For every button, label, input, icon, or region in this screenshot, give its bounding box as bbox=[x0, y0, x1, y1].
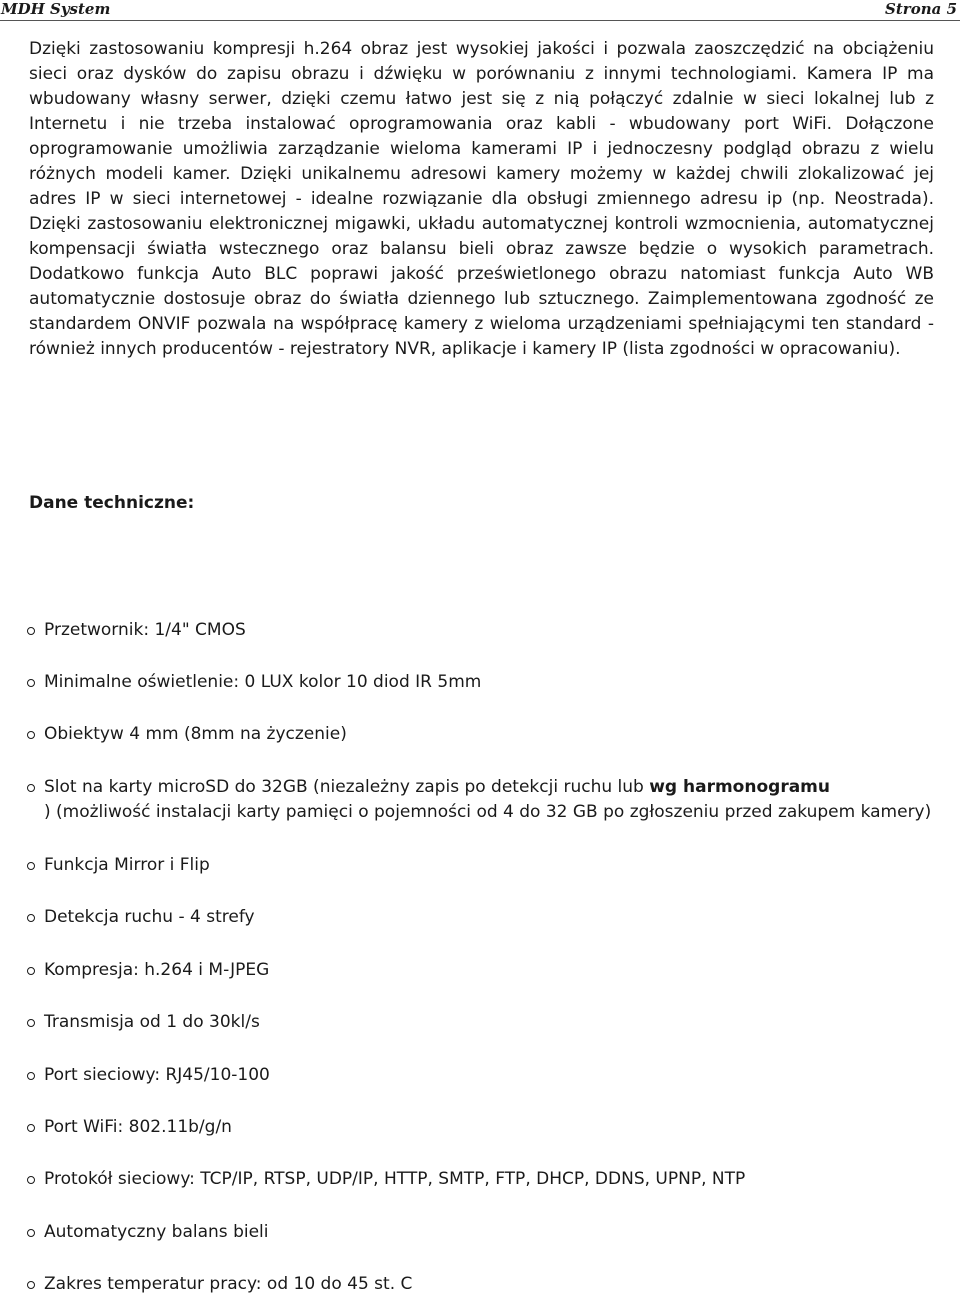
spec-item-white-balance bbox=[44, 1220, 944, 1245]
spec-text: Protokół sieciowy: TCP/IP, RTSP, UDP/IP, HTTP, SMTP, FTP, DHCP, DDNS, UPNP, NTP bbox=[44, 1169, 746, 1189]
spec-item-compression bbox=[44, 958, 944, 983]
bullet-icon bbox=[27, 967, 35, 975]
spec-text: Detekcja ruchu - 4 strefy bbox=[44, 907, 255, 927]
spec-item-network-port bbox=[44, 1063, 944, 1088]
spec-item-mirror-flip bbox=[44, 853, 944, 878]
spec-item-microsd bbox=[44, 775, 944, 825]
spec-item-lens bbox=[44, 722, 944, 747]
header-page-number: Strona 5 bbox=[885, 0, 957, 18]
bullet-icon bbox=[27, 914, 35, 922]
spec-text: Przetwornik: 1/4" CMOS bbox=[44, 620, 246, 640]
spec-text: Automatyczny balans bieli bbox=[44, 1222, 269, 1242]
bullet-icon bbox=[27, 627, 35, 635]
spec-text: Transmisja od 1 do 30kl/s bbox=[44, 1012, 260, 1032]
spec-text: Obiektyw 4 mm (8mm na życzenie) bbox=[44, 724, 347, 744]
spec-text: Slot na karty microSD do 32GB (niezależny zapis po detekcji ruchu lub bbox=[44, 777, 650, 797]
header-company: MDH System bbox=[1, 0, 111, 18]
spec-text: Port sieciowy: RJ45/10-100 bbox=[44, 1065, 270, 1085]
bullet-icon bbox=[27, 1072, 35, 1080]
spec-item-temperature bbox=[44, 1272, 944, 1297]
bullet-icon bbox=[27, 1176, 35, 1184]
bullet-icon bbox=[27, 731, 35, 739]
spec-text: Kompresja: h.264 i M-JPEG bbox=[44, 960, 270, 980]
section-title: Dane techniczne: bbox=[29, 493, 195, 513]
bullet-icon bbox=[27, 1124, 35, 1132]
spec-item-motion-detection bbox=[44, 905, 944, 930]
spec-text-bold: wg harmonogramu bbox=[649, 777, 830, 797]
bullet-icon bbox=[27, 862, 35, 870]
bullet-icon bbox=[27, 1019, 35, 1027]
spec-text: Minimalne oświetlenie: 0 LUX kolor 10 diod IR 5mm bbox=[44, 672, 482, 692]
bullet-icon bbox=[27, 784, 35, 792]
intro-paragraph: Dzięki zastosowaniu kompresji h.264 obraz jest wysokiej jakości i pozwala zaoszczędzić na obciążeniu sieci oraz dysków do zapisu obrazu i dźwięku w porównaniu z innymi technologiami. Kamera IP ma wbudowany własny serwer, dzięki czemu łatwo jest się z nią połączyć zdalnie w sieci lokalnej lub z Internetu i nie trzeba instalować oprogramowania oraz kabli - wbudowany port WiFi. Dołączone oprogramowanie umożliwia zarządzanie wieloma kamerami IP i jednoczesny podgląd obrazu z wielu różnych modeli kamer. Dzięki unikalnemu adresowi kamery możemy w każdej chwili zlokalizować jej adres IP w sieci internetowej - idealne rozwiązanie dla obsługi zmiennego adresu ip (np. Neostrada). Dzięki zastosowaniu elektronicznej migawki, układu automatycznej kontroli wzmocnienia, automatycznej kompensacji światła wstecznego oraz balansu bieli obraz zawsze będzie o wysokich parametrach. Dodatkowo funkcja Auto BLC poprawi jakość prześwietlonego obrazu natomiast funkcja Auto WB automatycznie dostosuje obraz do światła dziennego lub sztucznego. Zaimplementowana zgodność ze standardem ONVIF pozwala na współpracę kamery z wieloma urządzeniami spełniającymi ten standard - również innych producentów - rejestratory NVR, aplikacje i kamery IP (lista zgodności w opracowaniu). bbox=[29, 39, 934, 359]
spec-item-illumination bbox=[44, 670, 944, 695]
spec-text: Port WiFi: 802.11b/g/n bbox=[44, 1117, 232, 1137]
spec-item-transmission bbox=[44, 1010, 944, 1035]
bullet-icon bbox=[27, 1229, 35, 1237]
spec-item-protocols bbox=[44, 1167, 944, 1192]
bullet-icon bbox=[27, 1281, 35, 1289]
spec-text: Funkcja Mirror i Flip bbox=[44, 855, 210, 875]
page-header bbox=[0, 0, 960, 21]
spec-text: Zakres temperatur pracy: od 10 do 45 st. C bbox=[44, 1274, 413, 1294]
bullet-icon bbox=[27, 679, 35, 687]
spec-item-wifi-port bbox=[44, 1115, 944, 1140]
spec-text: ) (możliwość instalacji karty pamięci o pojemności od 4 do 32 GB po zgłoszeniu przed zakupem kamery) bbox=[44, 802, 932, 822]
spec-item-sensor bbox=[44, 618, 944, 643]
